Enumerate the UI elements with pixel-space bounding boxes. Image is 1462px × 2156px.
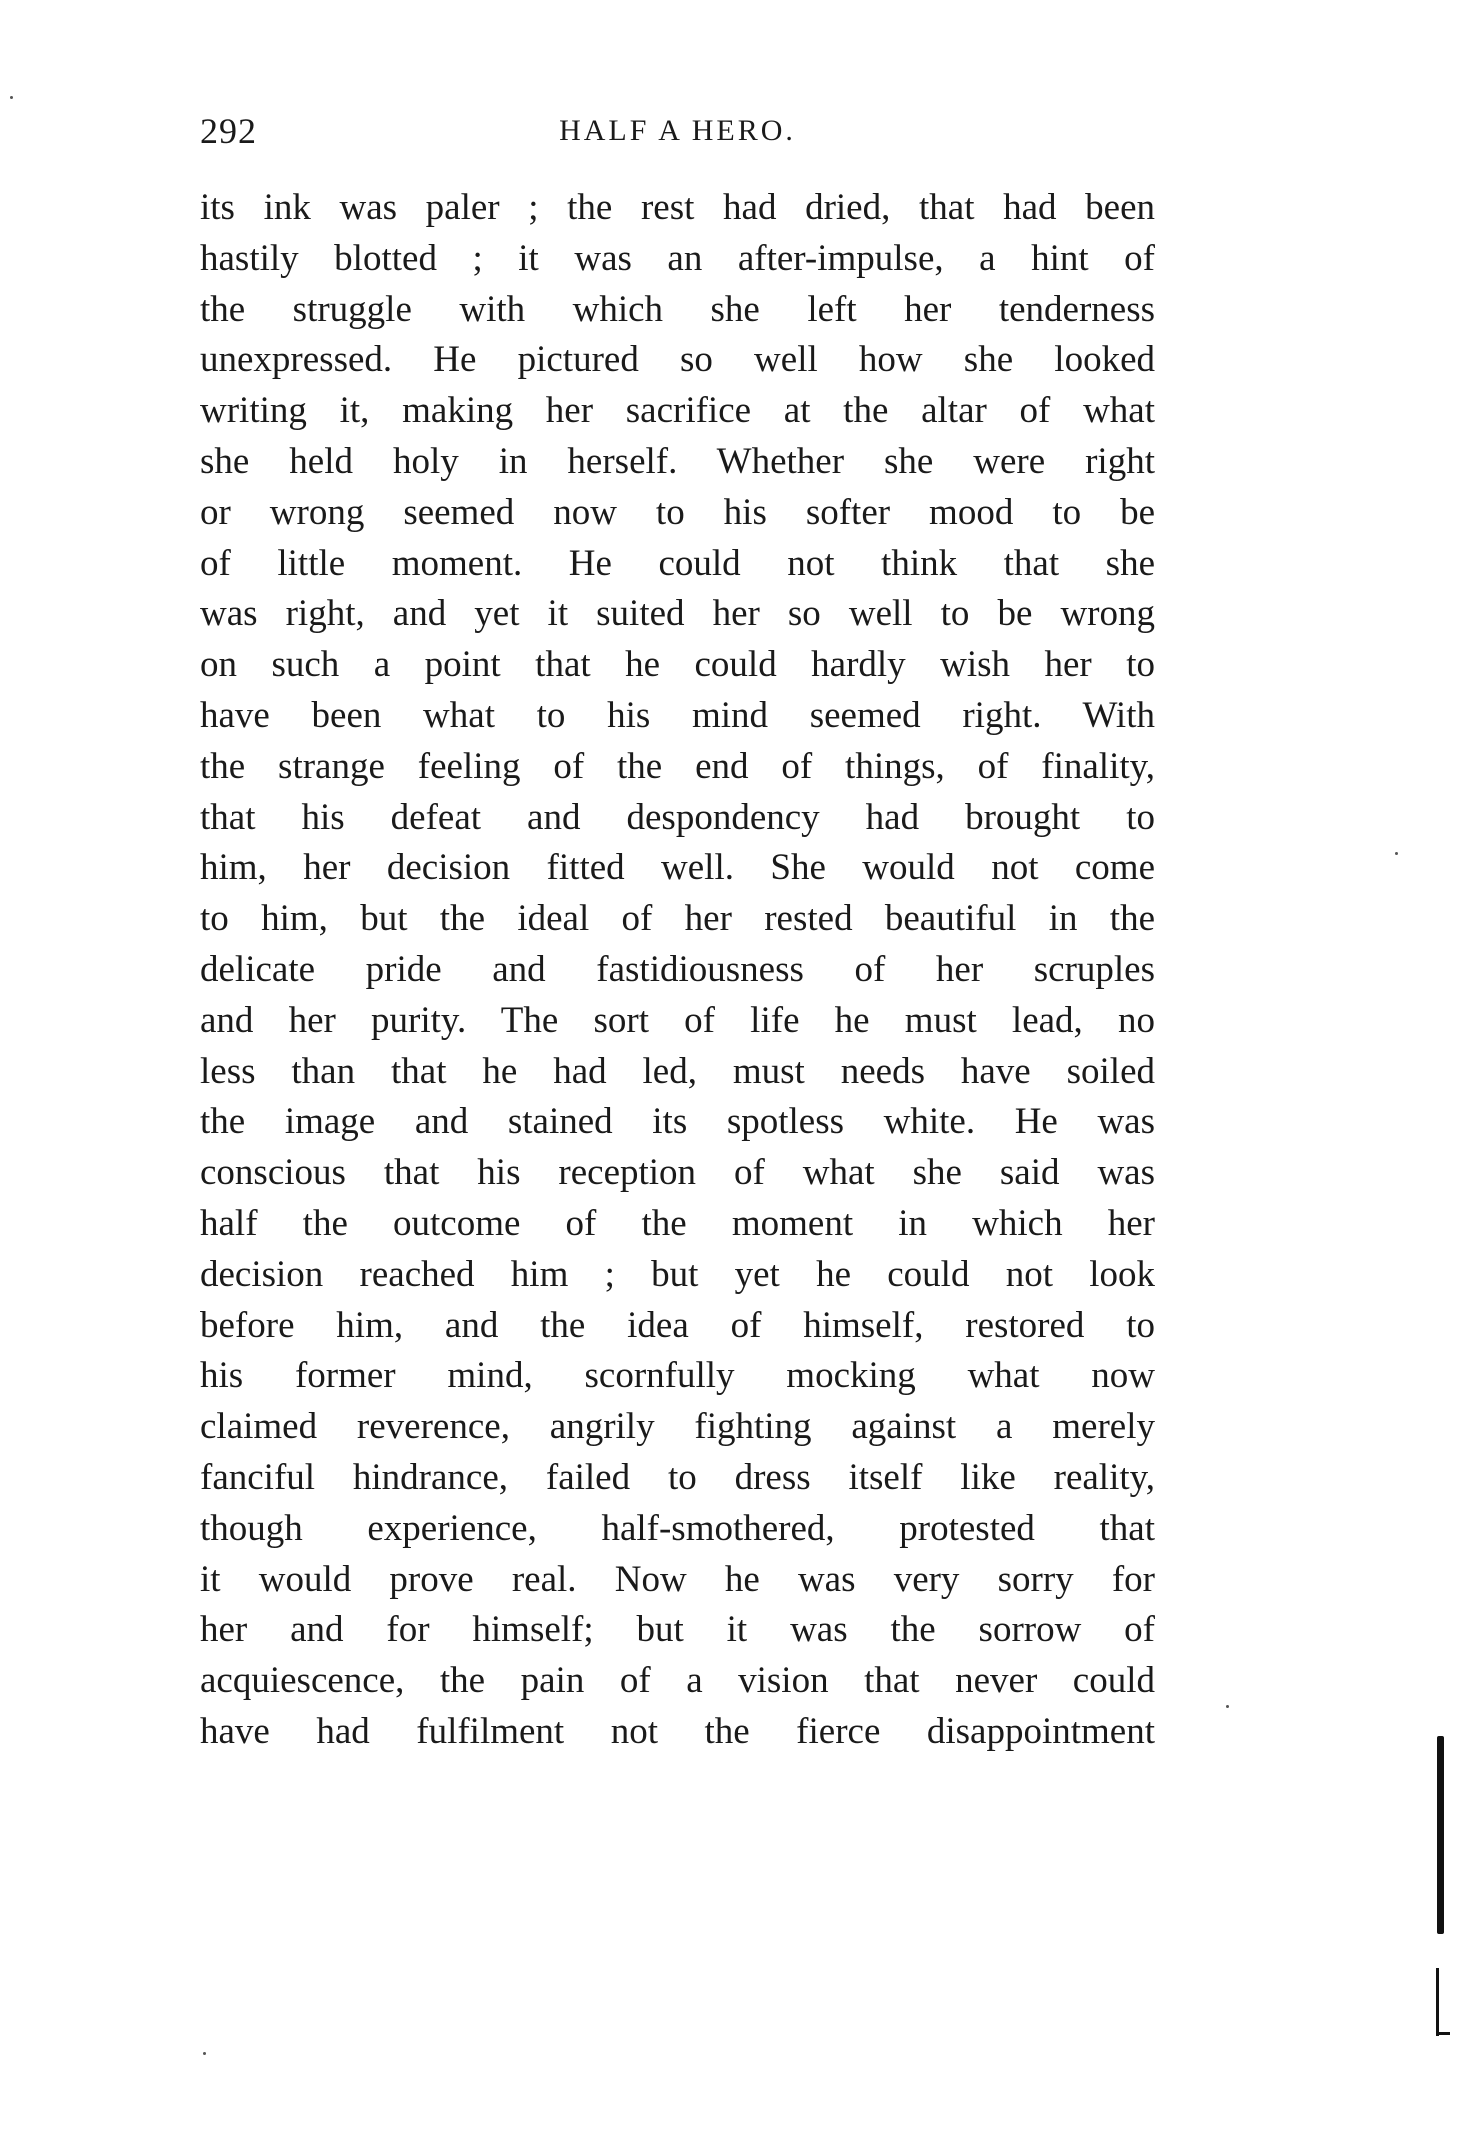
scan-speck xyxy=(1395,852,1398,855)
text-line: that his defeat and despondency had brought to xyxy=(200,796,1155,838)
page-number: 292 xyxy=(200,111,257,151)
text-line: half the outcome of the moment in which her xyxy=(200,1202,1155,1244)
running-head xyxy=(200,110,1155,160)
text-line: its ink was paler ; the rest had dried, that had been xyxy=(200,187,1155,228)
text-line: him, her decision fitted well. She would not come xyxy=(200,847,1155,889)
text-line: her and for himself; but it was the sorrow of xyxy=(200,1609,1155,1651)
text-line: or wrong seemed now to his softer mood to be xyxy=(200,491,1155,533)
text-line: unexpressed. He pictured so well how she looked xyxy=(200,339,1155,381)
text-line: she held holy in herself. Whether she were right xyxy=(200,440,1155,482)
text-line: writing it, making her sacrifice at the altar of what xyxy=(200,390,1155,432)
text-line: his former mind, scornfully mocking what now xyxy=(200,1355,1155,1397)
text-line: the image and stained its spotless white. He was xyxy=(200,1101,1155,1143)
text-line: the struggle with which she left her tenderness xyxy=(200,288,1155,330)
text-line: acquiescence, the pain of a vision that never could xyxy=(200,1660,1155,1702)
scan-speck xyxy=(10,96,13,99)
text-line: of little moment. He could not think that she xyxy=(200,542,1155,584)
text-line: it would prove real. Now he was very sorry for xyxy=(200,1558,1155,1600)
scan-edge-mark-tail xyxy=(1436,2032,1450,2035)
text-line: before him, and the idea of himself, restored to xyxy=(200,1304,1155,1346)
text-line: though experience, half-smothered, protested that xyxy=(200,1507,1155,1549)
text-line: on such a point that he could hardly wish her to xyxy=(200,644,1155,686)
text-line: have had fulfilment not the fierce disappointment xyxy=(200,1710,1155,1752)
scan-edge-mark-foot xyxy=(1436,1968,1439,2036)
text-line: decision reached him ; but yet he could not look xyxy=(200,1253,1155,1295)
text-line: delicate pride and fastidiousness of her scruples xyxy=(200,948,1155,990)
text-line: less than that he had led, must needs have soiled xyxy=(200,1050,1155,1092)
text-line: hastily blotted ; it was an after-impulse, a hint of xyxy=(200,237,1155,279)
text-line: and her purity. The sort of life he must lead, no xyxy=(200,999,1155,1041)
scan-edge-mark xyxy=(1437,1736,1444,1934)
text-line: was right, and yet it suited her so well to be wrong xyxy=(200,593,1155,635)
text-line: have been what to his mind seemed right. With xyxy=(200,694,1155,736)
text-line: conscious that his reception of what she said was xyxy=(200,1152,1155,1194)
text-line: fanciful hindrance, failed to dress itself like reality, xyxy=(200,1456,1155,1498)
scan-speck xyxy=(1226,1705,1229,1708)
running-title: HALF A HERO. xyxy=(559,114,796,147)
scan-speck xyxy=(203,2052,206,2055)
text-line: the strange feeling of the end of things, of finality, xyxy=(200,745,1155,787)
body-text xyxy=(200,183,1155,1758)
text-line: claimed reverence, angrily fighting against a merely xyxy=(200,1406,1155,1448)
text-line: to him, but the ideal of her rested beautiful in the xyxy=(200,898,1155,940)
